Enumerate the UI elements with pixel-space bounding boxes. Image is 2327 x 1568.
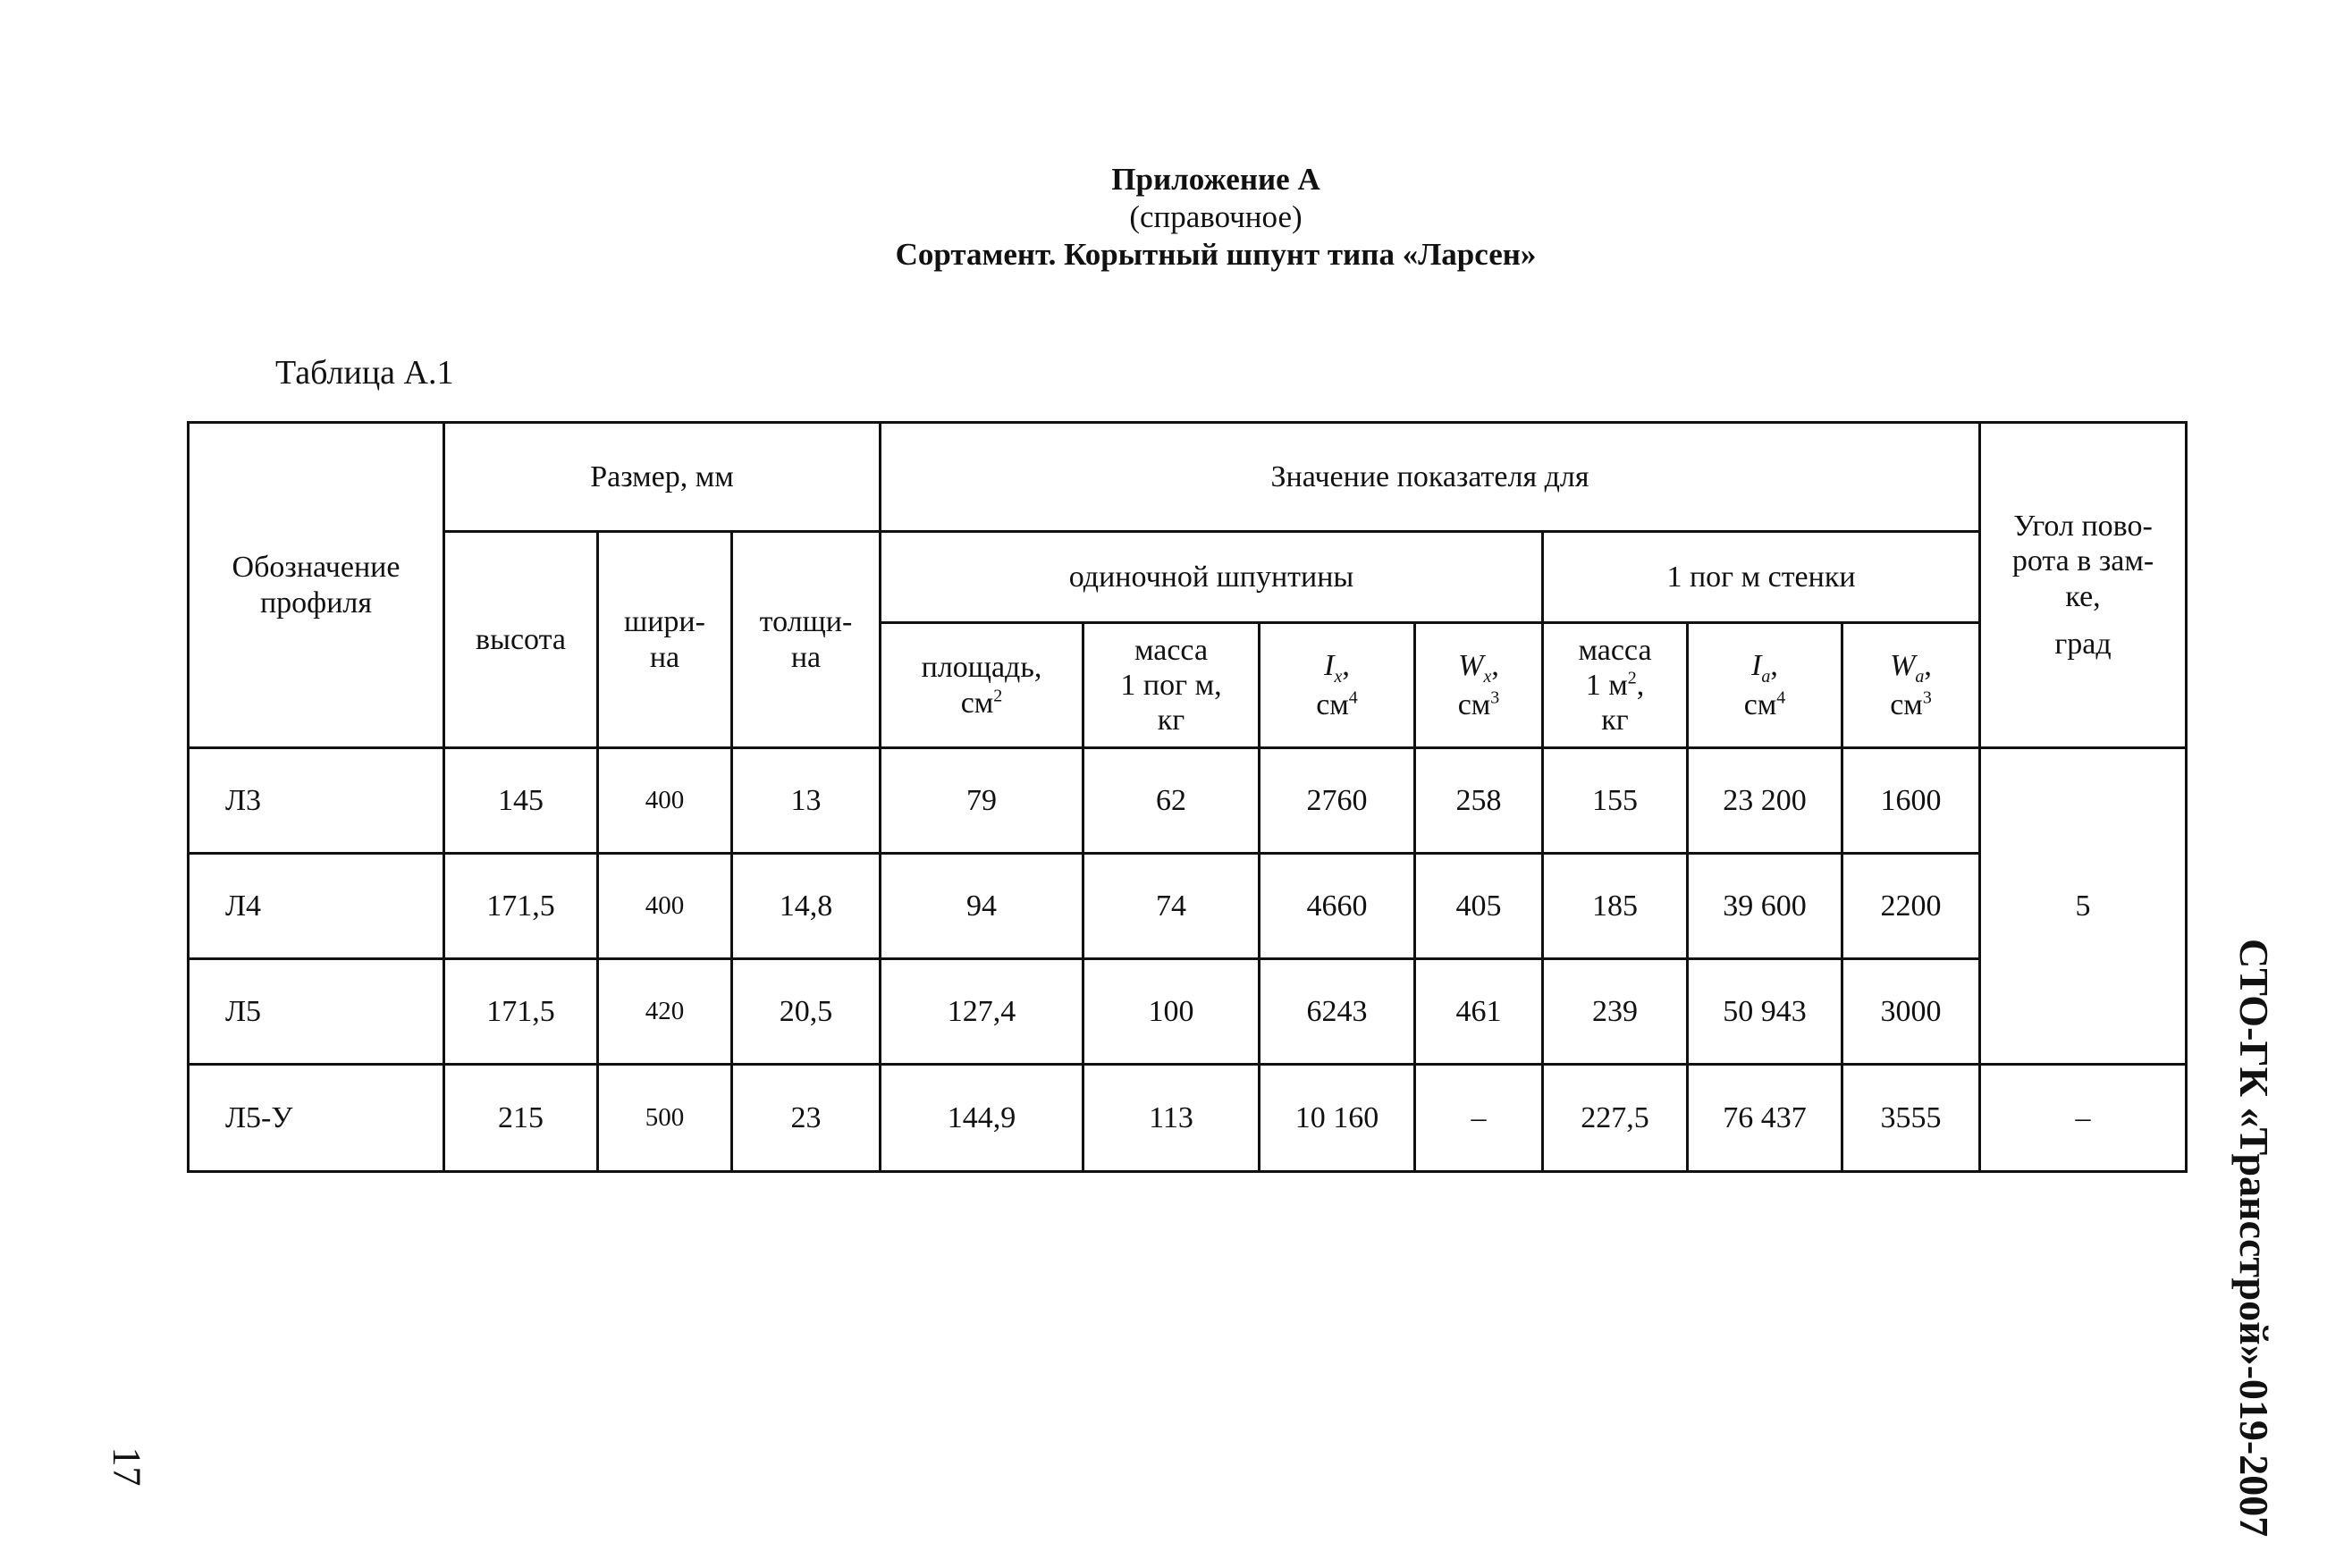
cell-thickness: 13 [732, 748, 881, 854]
cell-angle-merged: 5 [1980, 748, 2187, 1065]
appendix-title-block [0, 161, 2327, 274]
cell-wa: 2200 [1842, 854, 1980, 959]
cell-height: 171,5 [444, 959, 598, 1065]
appendix-type: (справочное) [1129, 199, 1303, 234]
cell-area: 79 [881, 748, 1083, 854]
cell-height: 171,5 [444, 854, 598, 959]
header-ia: $I_a$, $см^4$ [1688, 623, 1842, 748]
cell-ia: 50 943 [1688, 959, 1842, 1065]
cell-mass: 74 [1083, 854, 1260, 959]
header-height: высота [444, 532, 598, 748]
appendix-heading: Приложение А [1111, 162, 1320, 197]
cell-mass: 100 [1083, 959, 1260, 1065]
cell-ix: 2760 [1260, 748, 1415, 854]
cell-wx: 258 [1415, 748, 1543, 854]
page-number: 17 [105, 1446, 149, 1487]
cell-mass-m2: 227,5 [1543, 1065, 1688, 1172]
cell-ia: 76 437 [1688, 1065, 1842, 1172]
header-wa: $W_a$, $см^3$ [1842, 623, 1980, 748]
cell-wx: 461 [1415, 959, 1543, 1065]
cell-thickness: 14,8 [732, 854, 881, 959]
cell-area: 144,9 [881, 1065, 1083, 1172]
header-value-group: Значение показателя для [881, 423, 1980, 532]
cell-width: 420 [598, 959, 732, 1065]
table-label: Таблица А.1 [275, 354, 454, 392]
header-ix: $I_x$, $см^4$ [1260, 623, 1415, 748]
cell-area: 127,4 [881, 959, 1083, 1065]
cell-height: 215 [444, 1065, 598, 1172]
document-code: СТО-ГК «Трансстрой»-019-2007 [2231, 939, 2277, 1538]
cell-width: 400 [598, 748, 732, 854]
cell-wa: 3000 [1842, 959, 1980, 1065]
cell-width: 400 [598, 854, 732, 959]
cell-profile: Л4 [189, 854, 444, 959]
header-angle: Угол пово- рота в зам- ке, град [1980, 423, 2187, 748]
cell-thickness: 23 [732, 1065, 881, 1172]
header-mass-per-m: масса 1 пог м, кг [1083, 623, 1260, 748]
header-area: площадь, $см^2$ [881, 623, 1083, 748]
cell-profile: Л3 [189, 748, 444, 854]
cell-ix: 10 160 [1260, 1065, 1415, 1172]
table-row [189, 1065, 2187, 1172]
cell-wx: 405 [1415, 854, 1543, 959]
header-wall: 1 пог м стенки [1543, 532, 1980, 623]
cell-mass-m2: 185 [1543, 854, 1688, 959]
header-profile: Обозначение профиля [189, 423, 444, 748]
cell-ia: 23 200 [1688, 748, 1842, 854]
cell-ix: 4660 [1260, 854, 1415, 959]
cell-mass: 113 [1083, 1065, 1260, 1172]
header-single-sheet: одиночной шпунтины [881, 532, 1543, 623]
cell-wa: 3555 [1842, 1065, 1980, 1172]
cell-mass-m2: 239 [1543, 959, 1688, 1065]
header-width: шири- на [598, 532, 732, 748]
cell-thickness: 20,5 [732, 959, 881, 1065]
cell-ix: 6243 [1260, 959, 1415, 1065]
assortment-table [187, 421, 2188, 1173]
appendix-subject: Сортамент. Корытный шпунт типа «Ларсен» [895, 237, 1537, 272]
cell-mass: 62 [1083, 748, 1260, 854]
header-wx: $W_x$, $см^3$ [1415, 623, 1543, 748]
header-thickness: толщи- на [732, 532, 881, 748]
header-size-group: Размер, мм [444, 423, 881, 532]
cell-profile: Л5-У [189, 1065, 444, 1172]
header-mass-per-m2: масса 1 $м^2$, кг [1543, 623, 1688, 748]
cell-profile: Л5 [189, 959, 444, 1065]
table-row [189, 748, 2187, 854]
cell-wa: 1600 [1842, 748, 1980, 854]
table-row [189, 959, 2187, 1065]
cell-ia: 39 600 [1688, 854, 1842, 959]
cell-width: 500 [598, 1065, 732, 1172]
cell-mass-m2: 155 [1543, 748, 1688, 854]
cell-height: 145 [444, 748, 598, 854]
table-row [189, 854, 2187, 959]
cell-area: 94 [881, 854, 1083, 959]
cell-angle: – [1980, 1065, 2187, 1172]
cell-wx: – [1415, 1065, 1543, 1172]
